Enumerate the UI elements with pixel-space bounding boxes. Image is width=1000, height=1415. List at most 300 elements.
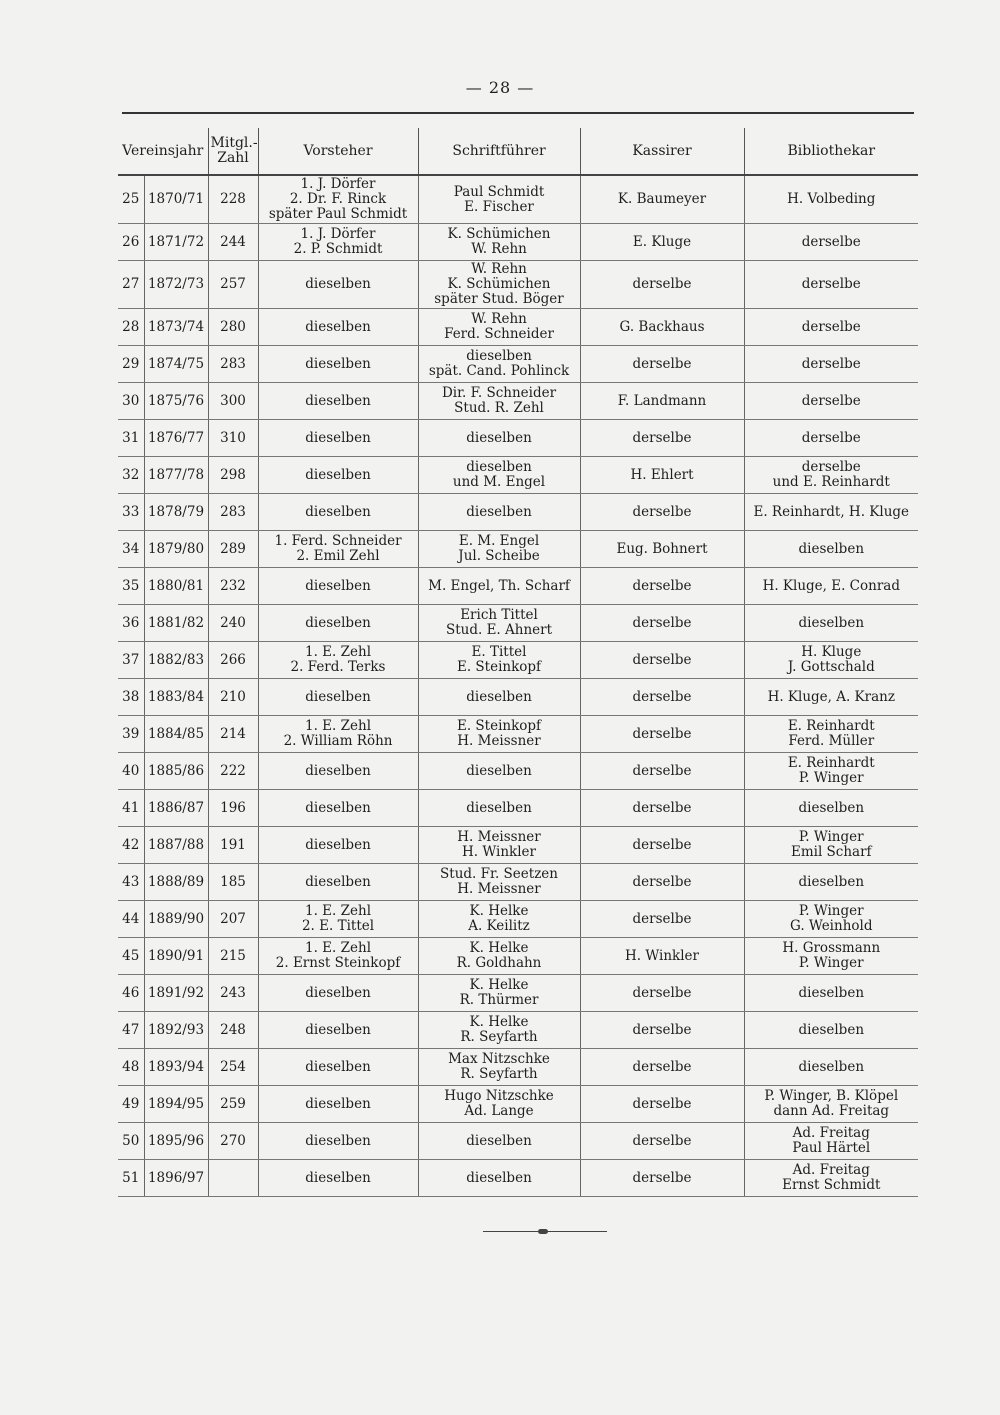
- cell-mitglieder-zahl: 283: [208, 494, 258, 531]
- table-row: [118, 827, 918, 864]
- cell-mitglieder-zahl: 185: [208, 864, 258, 901]
- cell-vereinsjahr: 1890/91: [144, 938, 208, 975]
- cell-number: 42: [118, 827, 144, 864]
- cell-line: derselbe: [632, 276, 692, 292]
- cell-line: J. Gottschald: [787, 659, 875, 675]
- cell-bibliothekar: [744, 1086, 918, 1123]
- cell-line: H. Ehlert: [630, 466, 694, 483]
- cell-line: derselbe: [632, 503, 692, 520]
- cell-line: dieselben: [305, 688, 371, 705]
- cell-schriftfuehrer: [418, 175, 580, 224]
- cell-vorsteher: [258, 1160, 418, 1197]
- cell-vorsteher: [258, 420, 418, 457]
- cell-line: R. Seyfarth: [460, 1066, 538, 1082]
- cell-line: A. Keilitz: [468, 918, 530, 934]
- cell-vorsteher: [258, 827, 418, 864]
- cell-bibliothekar: [744, 1123, 918, 1160]
- cell-line: Stud. E. Ahnert: [445, 622, 553, 638]
- cell-vorsteher: [258, 383, 418, 420]
- cell-kassirer: [580, 224, 744, 261]
- cell-bibliothekar: [744, 716, 918, 753]
- cell-vereinsjahr: 1887/88: [144, 827, 208, 864]
- cell-line: Ad. Freitag: [792, 1162, 870, 1178]
- cell-mitglieder-zahl: 280: [208, 309, 258, 346]
- cell-bibliothekar: [744, 420, 918, 457]
- cell-mitglieder-zahl: 243: [208, 975, 258, 1012]
- cell-line: derselbe: [801, 318, 861, 335]
- cell-number: 48: [118, 1049, 144, 1086]
- cell-bibliothekar: [744, 975, 918, 1012]
- table-row: [118, 605, 918, 642]
- cell-schriftfuehrer: [418, 753, 580, 790]
- cell-line: Ad. Lange: [464, 1103, 534, 1119]
- cell-line: derselbe: [632, 836, 692, 853]
- cell-schriftfuehrer: [418, 457, 580, 494]
- cell-number: 41: [118, 790, 144, 827]
- cell-line: E. Reinhardt: [787, 718, 875, 734]
- cell-line: derselbe: [632, 910, 692, 927]
- cell-line: dieselben: [305, 355, 371, 372]
- cell-mitglieder-zahl: 270: [208, 1123, 258, 1160]
- cell-bibliothekar: [744, 346, 918, 383]
- cell-bibliothekar: [744, 568, 918, 605]
- cell-kassirer: [580, 383, 744, 420]
- cell-line: K. Schümichen: [447, 276, 551, 292]
- cell-number: 26: [118, 224, 144, 261]
- cell-vorsteher: [258, 679, 418, 716]
- cell-kassirer: [580, 827, 744, 864]
- table-row: [118, 679, 918, 716]
- cell-line: dieselben: [466, 1169, 532, 1186]
- cell-line: derselbe: [801, 429, 861, 446]
- cell-line: dieselben: [798, 540, 865, 557]
- cell-kassirer: [580, 753, 744, 790]
- cell-schriftfuehrer: [418, 901, 580, 938]
- cell-vereinsjahr: 1895/96: [144, 1123, 208, 1160]
- cell-schriftfuehrer: [418, 1086, 580, 1123]
- cell-line: 2. Dr. F. Rinck: [289, 191, 387, 207]
- cell-line: Emil Scharf: [790, 844, 872, 860]
- cell-line: dann Ad. Freitag: [773, 1103, 890, 1119]
- table-row: [118, 309, 918, 346]
- cell-vereinsjahr: 1880/81: [144, 568, 208, 605]
- cell-line: und M. Engel: [452, 474, 546, 490]
- cell-line: P. Winger: [798, 829, 864, 845]
- cell-kassirer: [580, 1012, 744, 1049]
- cell-number: 40: [118, 753, 144, 790]
- cell-line: derselbe: [801, 459, 861, 475]
- cell-line: derselbe: [632, 614, 692, 631]
- cell-line: Jul. Scheibe: [458, 548, 540, 564]
- cell-number: 32: [118, 457, 144, 494]
- cell-line: derselbe: [632, 688, 692, 705]
- header-schriftfuehrer: Schriftführer: [418, 128, 580, 175]
- table-body: [118, 175, 918, 1197]
- cell-vereinsjahr: 1873/74: [144, 309, 208, 346]
- cell-line: derselbe: [632, 762, 692, 779]
- cell-vorsteher: [258, 901, 418, 938]
- cell-vereinsjahr: 1871/72: [144, 224, 208, 261]
- cell-line: dieselben: [466, 762, 532, 779]
- cell-mitglieder-zahl: 259: [208, 1086, 258, 1123]
- table-row: [118, 346, 918, 383]
- cell-mitglieder-zahl: 210: [208, 679, 258, 716]
- cell-vorsteher: [258, 938, 418, 975]
- cell-line: H. Winkler: [625, 947, 699, 964]
- cell-bibliothekar: [744, 1160, 918, 1197]
- cell-vereinsjahr: 1878/79: [144, 494, 208, 531]
- cell-number: 28: [118, 309, 144, 346]
- cell-line: H. Kluge, E. Conrad: [762, 577, 900, 594]
- cell-vereinsjahr: 1876/77: [144, 420, 208, 457]
- cell-line: dieselben: [305, 318, 371, 335]
- cell-mitglieder-zahl: 310: [208, 420, 258, 457]
- cell-schriftfuehrer: [418, 790, 580, 827]
- cell-number: 51: [118, 1160, 144, 1197]
- cell-number: 37: [118, 642, 144, 679]
- cell-line: Ferd. Müller: [788, 733, 875, 749]
- table-row: [118, 1012, 918, 1049]
- cell-line: dieselben: [305, 429, 371, 446]
- cell-line: K. Baumeyer: [617, 191, 707, 207]
- cell-mitglieder-zahl: [208, 1160, 258, 1197]
- cell-line: derselbe: [801, 276, 861, 292]
- closing-ornament-rule: [483, 1231, 607, 1232]
- cell-line: später Paul Schmidt: [268, 206, 408, 222]
- cell-kassirer: [580, 716, 744, 753]
- cell-mitglieder-zahl: 300: [208, 383, 258, 420]
- cell-line: dieselben: [798, 1058, 865, 1075]
- cell-line: 2. Ernst Steinkopf: [275, 955, 401, 971]
- cell-bibliothekar: [744, 642, 918, 679]
- cell-line: E. M. Engel: [458, 533, 540, 549]
- cell-vereinsjahr: 1896/97: [144, 1160, 208, 1197]
- cell-line: R. Thürmer: [459, 992, 539, 1008]
- cell-line: E. Fischer: [464, 198, 534, 215]
- cell-line: H. Volbeding: [787, 191, 876, 207]
- table-row: [118, 261, 918, 309]
- cell-vereinsjahr: 1875/76: [144, 383, 208, 420]
- cell-line: dieselben: [798, 984, 865, 1001]
- cell-line: 2. Ferd. Terks: [290, 659, 386, 675]
- table-row: [118, 753, 918, 790]
- cell-vorsteher: [258, 309, 418, 346]
- cell-line: Stud. Fr. Seetzen: [440, 866, 558, 882]
- cell-line: W. Rehn: [471, 261, 527, 277]
- cell-line: Ernst Schmidt: [782, 1177, 881, 1193]
- cell-mitglieder-zahl: 214: [208, 716, 258, 753]
- cell-line: H. Kluge: [801, 644, 862, 660]
- cell-bibliothekar: [744, 309, 918, 346]
- cell-line: derselbe: [632, 1095, 692, 1112]
- cell-line: derselbe: [632, 1169, 692, 1186]
- cell-line: dieselben: [466, 1132, 532, 1149]
- cell-schriftfuehrer: [418, 494, 580, 531]
- cell-mitglieder-zahl: 240: [208, 605, 258, 642]
- cell-bibliothekar: [744, 679, 918, 716]
- cell-line: dieselben: [305, 466, 371, 483]
- cell-schriftfuehrer: [418, 383, 580, 420]
- cell-line: später Stud. Böger: [434, 291, 564, 307]
- cell-kassirer: [580, 679, 744, 716]
- cell-line: E. Kluge: [632, 233, 692, 250]
- table-header-row: [118, 128, 918, 175]
- cell-line: dieselben: [305, 276, 371, 292]
- cell-number: 43: [118, 864, 144, 901]
- cell-line: dieselben: [305, 1095, 371, 1112]
- table-row: [118, 568, 918, 605]
- cell-vorsteher: [258, 864, 418, 901]
- cell-schriftfuehrer: [418, 568, 580, 605]
- cell-vereinsjahr: 1891/92: [144, 975, 208, 1012]
- cell-schriftfuehrer: [418, 261, 580, 309]
- cell-number: 34: [118, 531, 144, 568]
- cell-vereinsjahr: 1894/95: [144, 1086, 208, 1123]
- cell-line: K. Helke: [469, 977, 529, 993]
- cell-line: W. Rehn: [471, 241, 527, 257]
- cell-bibliothekar: [744, 864, 918, 901]
- cell-number: 45: [118, 938, 144, 975]
- cell-number: 29: [118, 346, 144, 383]
- cell-line: dieselben: [305, 873, 371, 890]
- cell-mitglieder-zahl: 248: [208, 1012, 258, 1049]
- cell-mitglieder-zahl: 283: [208, 346, 258, 383]
- cell-kassirer: [580, 901, 744, 938]
- cell-line: R. Seyfarth: [460, 1029, 538, 1045]
- cell-line: derselbe: [632, 725, 692, 742]
- cell-vereinsjahr: 1874/75: [144, 346, 208, 383]
- cell-line: dieselben: [305, 799, 371, 816]
- table-row: [118, 938, 918, 975]
- cell-vorsteher: [258, 457, 418, 494]
- cell-vereinsjahr: 1883/84: [144, 679, 208, 716]
- cell-bibliothekar: [744, 261, 918, 309]
- cell-line: E. Steinkopf: [456, 659, 542, 675]
- cell-kassirer: [580, 1086, 744, 1123]
- cell-vorsteher: [258, 261, 418, 309]
- cell-line: Erich Tittel: [460, 607, 538, 623]
- cell-line: Ad. Freitag: [792, 1125, 870, 1141]
- cell-line: F. Landmann: [617, 392, 707, 409]
- cell-vorsteher: [258, 975, 418, 1012]
- cell-number: 50: [118, 1123, 144, 1160]
- cell-line: dieselben: [305, 392, 371, 409]
- cell-line: dieselben: [305, 1058, 371, 1075]
- cell-line: derselbe: [801, 233, 861, 250]
- cell-line: H. Kluge, A. Kranz: [767, 688, 895, 705]
- cell-line: H. Meissner: [457, 733, 541, 749]
- cell-vorsteher: [258, 494, 418, 531]
- cell-line: Paul Schmidt: [453, 183, 545, 200]
- cell-line: derselbe: [801, 355, 861, 372]
- header-bibliothekar: Bibliothekar: [744, 128, 918, 175]
- cell-bibliothekar: [744, 605, 918, 642]
- cell-vorsteher: [258, 1123, 418, 1160]
- cell-line: 1. Ferd. Schneider: [274, 533, 402, 549]
- cell-number: 36: [118, 605, 144, 642]
- cell-kassirer: [580, 864, 744, 901]
- cell-vereinsjahr: 1893/94: [144, 1049, 208, 1086]
- table-row: [118, 790, 918, 827]
- cell-schriftfuehrer: [418, 827, 580, 864]
- table-row: [118, 642, 918, 679]
- cell-line: P. Winger: [798, 770, 864, 786]
- cell-kassirer: [580, 568, 744, 605]
- cell-bibliothekar: [744, 901, 918, 938]
- cell-schriftfuehrer: [418, 642, 580, 679]
- cell-line: dieselben: [305, 836, 371, 853]
- cell-vorsteher: [258, 642, 418, 679]
- cell-line: dieselben: [466, 459, 532, 475]
- cell-number: 46: [118, 975, 144, 1012]
- page-number: — 28 —: [465, 78, 535, 97]
- table-row: [118, 224, 918, 261]
- cell-schriftfuehrer: [418, 1123, 580, 1160]
- cell-mitglieder-zahl: 232: [208, 568, 258, 605]
- cell-bibliothekar: [744, 1012, 918, 1049]
- cell-line: derselbe: [632, 1132, 692, 1149]
- cell-vereinsjahr: 1885/86: [144, 753, 208, 790]
- members-board-table: [118, 128, 918, 1197]
- cell-number: 35: [118, 568, 144, 605]
- cell-kassirer: [580, 531, 744, 568]
- cell-line: dieselben: [798, 1021, 865, 1038]
- header-vorsteher: Vorsteher: [258, 128, 418, 175]
- cell-line: dieselben: [305, 503, 371, 520]
- cell-vorsteher: [258, 224, 418, 261]
- cell-line: K. Helke: [469, 903, 529, 919]
- cell-bibliothekar: [744, 224, 918, 261]
- cell-number: 38: [118, 679, 144, 716]
- cell-line: und E. Reinhardt: [772, 474, 890, 490]
- cell-mitglieder-zahl: 207: [208, 901, 258, 938]
- cell-line: Eug. Bohnert: [616, 540, 708, 557]
- cell-line: derselbe: [632, 873, 692, 890]
- table-row: [118, 175, 918, 224]
- table-row: [118, 1086, 918, 1123]
- cell-vereinsjahr: 1888/89: [144, 864, 208, 901]
- cell-schriftfuehrer: [418, 975, 580, 1012]
- cell-kassirer: [580, 1123, 744, 1160]
- cell-mitglieder-zahl: 298: [208, 457, 258, 494]
- table-row: [118, 494, 918, 531]
- cell-line: dieselben: [466, 688, 532, 705]
- cell-line: 1. J. Dörfer: [300, 176, 376, 192]
- cell-vorsteher: [258, 568, 418, 605]
- cell-line: dieselben: [305, 984, 371, 1001]
- cell-line: H. Meissner: [457, 829, 541, 845]
- cell-line: derselbe: [632, 1021, 692, 1038]
- cell-vereinsjahr: 1872/73: [144, 261, 208, 309]
- cell-line: 1. J. Dörfer: [300, 226, 376, 242]
- cell-mitglieder-zahl: 289: [208, 531, 258, 568]
- cell-line: dieselben: [798, 873, 865, 890]
- cell-kassirer: [580, 642, 744, 679]
- header-kassirer: Kassirer: [580, 128, 744, 175]
- cell-line: dieselben: [305, 1021, 371, 1038]
- table-row: [118, 1049, 918, 1086]
- cell-line: derselbe: [632, 577, 692, 594]
- cell-line: 1. E. Zehl: [305, 718, 372, 734]
- cell-schriftfuehrer: [418, 420, 580, 457]
- cell-kassirer: [580, 494, 744, 531]
- header-vereinsjahr: Vereinsjahr: [118, 128, 208, 175]
- cell-kassirer: [580, 309, 744, 346]
- cell-schriftfuehrer: [418, 716, 580, 753]
- cell-line: Dir. F. Schneider: [441, 385, 557, 401]
- cell-line: G. Backhaus: [619, 318, 705, 335]
- cell-schriftfuehrer: [418, 346, 580, 383]
- cell-line: Max Nitzschke: [448, 1051, 550, 1067]
- cell-line: 1. E. Zehl: [305, 940, 372, 956]
- cell-vereinsjahr: 1881/82: [144, 605, 208, 642]
- cell-line: dieselben: [798, 799, 865, 816]
- cell-line: dieselben: [466, 799, 532, 816]
- cell-bibliothekar: [744, 494, 918, 531]
- cell-line: P. Winger, B. Klöpel: [764, 1088, 899, 1104]
- cell-vorsteher: [258, 753, 418, 790]
- cell-schriftfuehrer: [418, 1160, 580, 1197]
- cell-schriftfuehrer: [418, 309, 580, 346]
- cell-mitglieder-zahl: 191: [208, 827, 258, 864]
- cell-line: dieselben: [798, 614, 865, 631]
- cell-line: H. Meissner: [457, 881, 541, 897]
- cell-line: derselbe: [632, 1058, 692, 1075]
- cell-line: spät. Cand. Pohlinck: [428, 363, 570, 379]
- cell-schriftfuehrer: [418, 938, 580, 975]
- cell-bibliothekar: [744, 790, 918, 827]
- table-row: [118, 716, 918, 753]
- cell-vereinsjahr: 1889/90: [144, 901, 208, 938]
- cell-line: 2. William Röhn: [283, 733, 393, 749]
- cell-line: dieselben: [305, 577, 371, 594]
- cell-mitglieder-zahl: 215: [208, 938, 258, 975]
- cell-line: 2. E. Tittel: [301, 918, 375, 934]
- table-row: [118, 975, 918, 1012]
- cell-kassirer: [580, 420, 744, 457]
- cell-line: dieselben: [305, 762, 371, 779]
- cell-line: R. Goldhahn: [456, 955, 542, 971]
- cell-line: E. Reinhardt, H. Kluge: [753, 503, 910, 520]
- cell-kassirer: [580, 938, 744, 975]
- cell-line: 2. Emil Zehl: [296, 548, 380, 564]
- cell-line: E. Steinkopf: [456, 718, 542, 734]
- cell-line: derselbe: [632, 429, 692, 446]
- cell-line: K. Helke: [469, 1014, 529, 1030]
- cell-line: dieselben: [305, 1132, 371, 1149]
- cell-vereinsjahr: 1886/87: [144, 790, 208, 827]
- cell-kassirer: [580, 457, 744, 494]
- cell-number: 30: [118, 383, 144, 420]
- cell-line: derselbe: [632, 355, 692, 372]
- table-row: [118, 457, 918, 494]
- cell-line: K. Helke: [469, 940, 529, 956]
- cell-bibliothekar: [744, 383, 918, 420]
- cell-line: P. Winger: [798, 903, 864, 919]
- cell-line: E. Reinhardt: [787, 755, 875, 771]
- table-row: [118, 1123, 918, 1160]
- cell-line: dieselben: [466, 429, 532, 446]
- cell-bibliothekar: [744, 531, 918, 568]
- cell-number: 44: [118, 901, 144, 938]
- cell-kassirer: [580, 346, 744, 383]
- cell-vorsteher: [258, 605, 418, 642]
- cell-number: 31: [118, 420, 144, 457]
- cell-line: M. Engel, Th. Scharf: [428, 577, 570, 594]
- cell-number: 27: [118, 261, 144, 309]
- table-row: [118, 864, 918, 901]
- cell-vereinsjahr: 1882/83: [144, 642, 208, 679]
